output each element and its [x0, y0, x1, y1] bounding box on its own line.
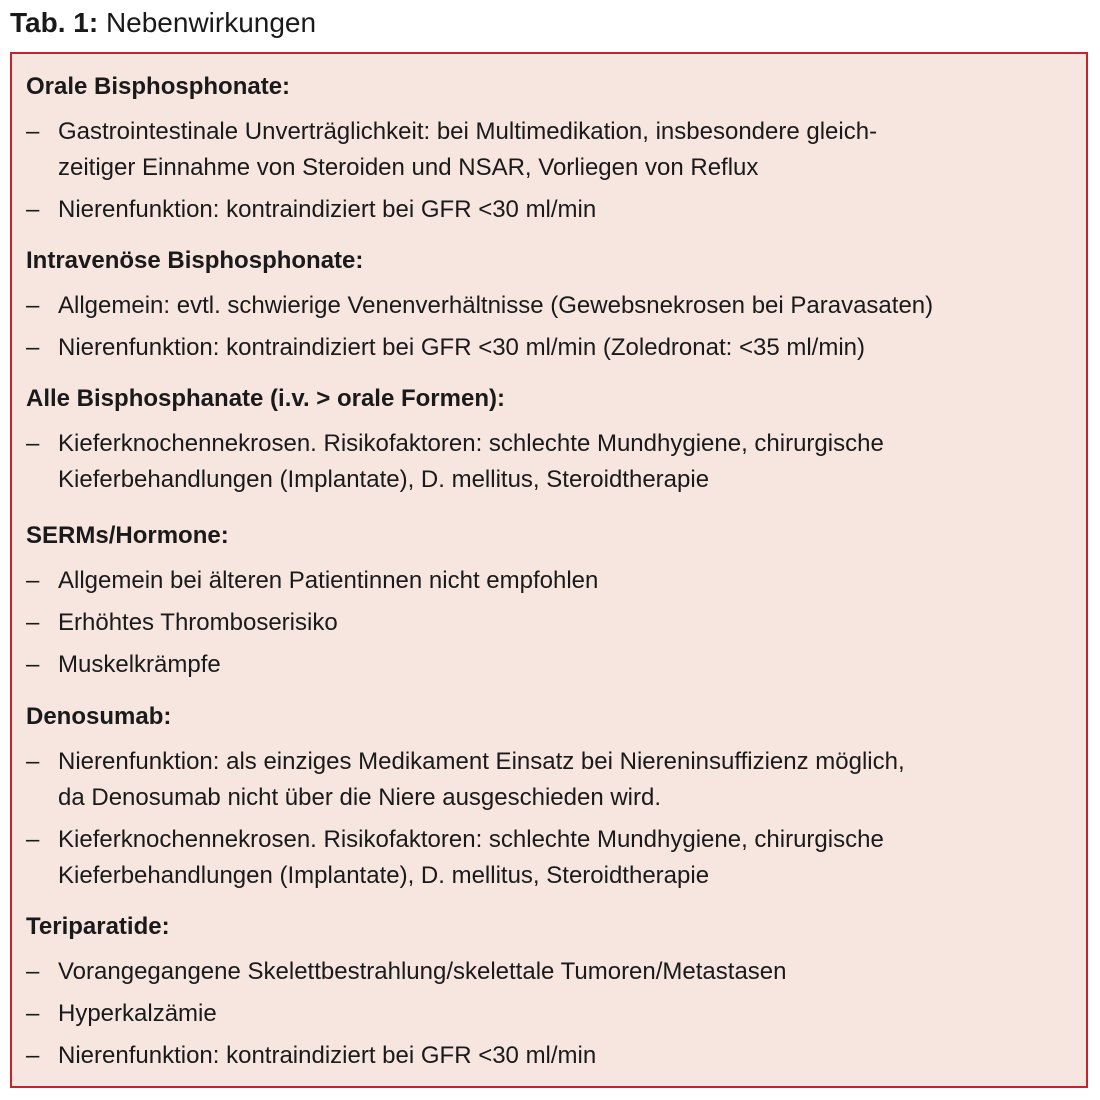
item-text-line: Nierenfunktion: kontraindiziert bei GFR <30 ml/min — [58, 1042, 597, 1069]
section-alle-bisphosphanate — [26, 384, 1076, 504]
caption-label: Tab. 1: — [10, 7, 99, 38]
dash-bullet: – — [26, 1000, 40, 1027]
list-item — [26, 426, 1076, 498]
list-item — [26, 288, 1076, 324]
dash-bullet: – — [26, 958, 40, 985]
section-title: Orale Bisphosphonate: — [26, 73, 291, 100]
dash-bullet: – — [26, 334, 40, 361]
section-title: Denosumab: — [26, 703, 172, 730]
section-teriparatide — [26, 912, 1076, 1080]
item-text-line: da Denosumab nicht über die Niere ausgeschieden wird. — [58, 784, 662, 811]
section-orale-bisphosphonate — [26, 72, 1076, 234]
item-text-line: Erhöhtes Thromboserisiko — [58, 609, 338, 636]
item-text-line: Nierenfunktion: als einziges Medikament Einsatz bei Niereninsuffizienz möglich, — [58, 748, 905, 775]
list-item — [26, 996, 1076, 1032]
dash-bullet: – — [26, 609, 40, 636]
item-text-line: Kieferknochennekrosen. Risikofaktoren: schlechte Mundhygiene, chirurgische — [58, 826, 884, 853]
dash-bullet: – — [26, 651, 40, 678]
section-serms-hormone — [26, 521, 1076, 689]
item-text-line: Kieferknochennekrosen. Risikofaktoren: schlechte Mundhygiene, chirurgische — [58, 430, 884, 457]
dash-bullet: – — [26, 430, 40, 457]
side-effects-box — [10, 52, 1088, 1088]
item-text-line: Nierenfunktion: kontraindiziert bei GFR <30 ml/min — [58, 196, 597, 223]
section-title: Teriparatide: — [26, 913, 170, 940]
dash-bullet: – — [26, 196, 40, 223]
list-item — [26, 605, 1076, 641]
item-text-line: Gastrointestinale Unverträglichkeit: bei Multimedikation, insbesondere gleich- — [58, 118, 878, 145]
item-text-line: Kieferbehandlungen (Implantate), D. mellitus, Steroidtherapie — [58, 862, 710, 889]
list-item — [26, 330, 1076, 366]
item-text-line: Allgemein bei älteren Patientinnen nicht empfohlen — [58, 567, 599, 594]
dash-bullet: – — [26, 118, 40, 145]
section-denosumab — [26, 702, 1076, 900]
section-title: SERMs/Hormone: — [26, 522, 229, 549]
dash-bullet: – — [26, 748, 40, 775]
item-text-line: Allgemein: evtl. schwierige Venenverhältnisse (Gewebsnekrosen bei Paravasaten) — [58, 292, 934, 319]
section-intravenoese-bisphosphonate — [26, 246, 1076, 372]
item-text-line: Muskelkrämpfe — [58, 651, 221, 678]
dash-bullet: – — [26, 1042, 40, 1069]
list-item — [26, 822, 1076, 894]
dash-bullet: – — [26, 567, 40, 594]
item-text-line: Nierenfunktion: kontraindiziert bei GFR <30 ml/min (Zoledronat: <35 ml/min) — [58, 334, 865, 361]
caption-title: Nebenwirkungen — [105, 7, 317, 38]
list-item — [26, 744, 1076, 816]
table-caption — [10, 4, 316, 42]
list-item — [26, 563, 1076, 599]
list-item — [26, 1038, 1076, 1074]
item-text-line: Vorangegangene Skelettbestrahlung/skelettale Tumoren/Metastasen — [58, 958, 787, 985]
list-item — [26, 114, 1076, 186]
list-item — [26, 192, 1076, 228]
dash-bullet: – — [26, 826, 40, 853]
item-text-line: Kieferbehandlungen (Implantate), D. mellitus, Steroidtherapie — [58, 466, 710, 493]
dash-bullet: – — [26, 292, 40, 319]
list-item — [26, 954, 1076, 990]
section-title: Intravenöse Bisphosphonate: — [26, 247, 364, 274]
list-item — [26, 647, 1076, 683]
section-title: Alle Bisphosphanate (i.v. > orale Formen): — [26, 385, 505, 412]
item-text-line: zeitiger Einnahme von Steroiden und NSAR, Vorliegen von Reflux — [58, 154, 759, 181]
item-text-line: Hyperkalzämie — [58, 1000, 217, 1027]
